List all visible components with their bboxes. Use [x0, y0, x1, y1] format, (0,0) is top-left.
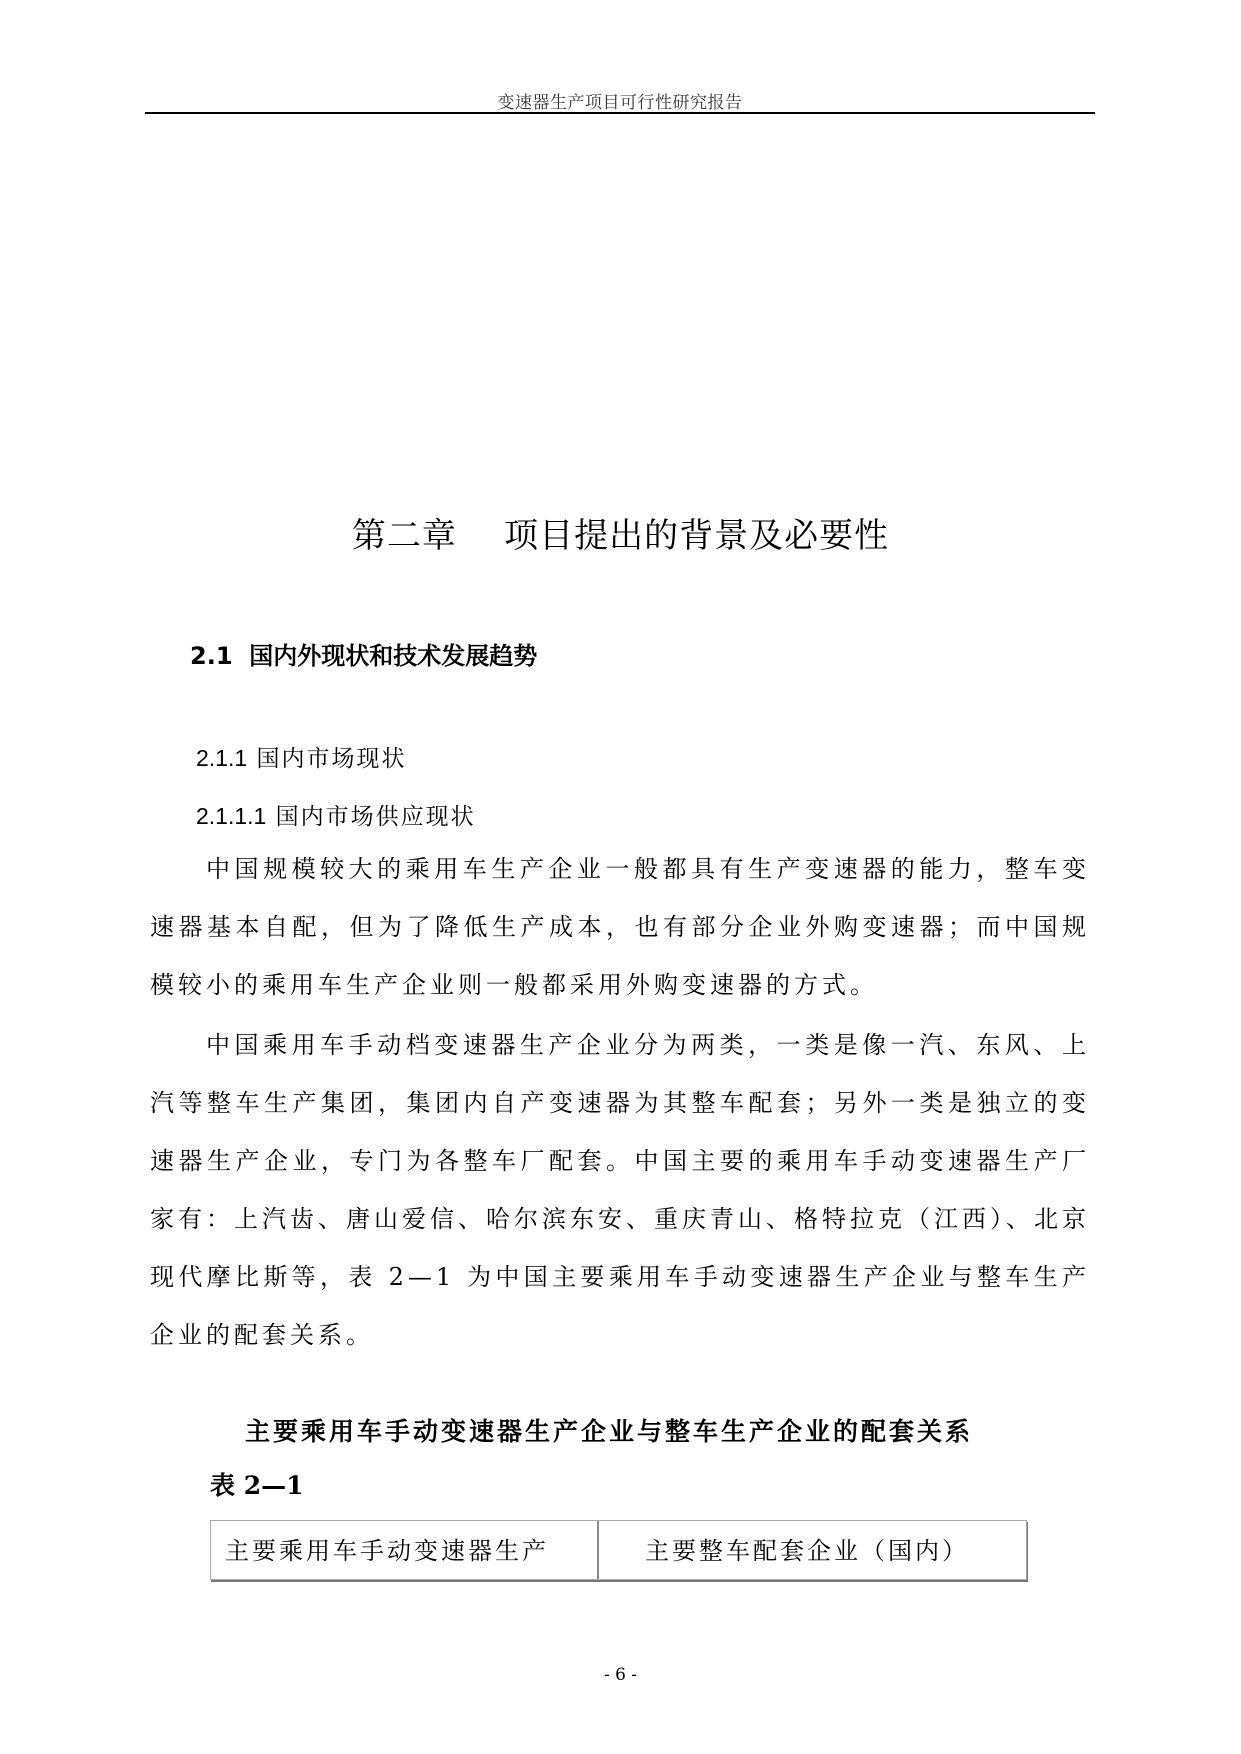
body-paragraph: 中国规模较大的乘用车生产企业一般都具有生产变速器的能力，整车变速器基本自配，但为了降低生产成本，也有部分企业外购变速器；而中国规模较小的乘用车生产企业则一般都采用外购变速器的方式。 — [150, 855, 1090, 999]
subsection-title: 国内市场现状 — [256, 746, 407, 772]
subsection-heading — [196, 740, 406, 773]
table-caption: 主要乘用车手动变速器生产企业与整车生产企业的配套关系 — [245, 1417, 974, 1446]
body-paragraph: 中国乘用车手动档变速器生产企业分为两类，一类是像一汽、东风、上汽等整车生产集团，集团内自产变速器为其整车配套；另外一类是独立的变速器生产企业，专门为各整车厂配套。中国主要的乘用车手动变速器生产厂家有：上汽齿、唐山爱信、哈尔滨东安、重庆青山、格特拉克（江西）、北京现代摩比斯等，表 2—1 为中国主要乘用车手动变速器生产企业与整车生产企业的配套关系。 — [150, 1031, 1090, 1349]
section-title: 2.1 国内外现状和技术发展趋势 — [190, 642, 538, 670]
header-rule — [145, 112, 1095, 114]
table-label: 表 2—1 — [210, 1471, 304, 1500]
table-header-cell: 主要整车配套企业（国内） — [645, 1537, 969, 1565]
supplier-table — [210, 1520, 1027, 1580]
subsection-number: 2.1.1 — [196, 745, 248, 771]
subsubsection-title: 国内市场供应现状 — [275, 804, 476, 830]
chapter-title: 第二章 项目提出的背景及必要性 — [351, 516, 890, 556]
running-header: 变速器生产项目可行性研究报告 — [497, 93, 743, 113]
subsubsection-heading — [196, 798, 476, 831]
table-header-cell: 主要乘用车手动变速器生产 — [211, 1521, 599, 1579]
page-number: - 6 - — [603, 1665, 638, 1685]
subsubsection-number: 2.1.1.1 — [196, 803, 267, 829]
